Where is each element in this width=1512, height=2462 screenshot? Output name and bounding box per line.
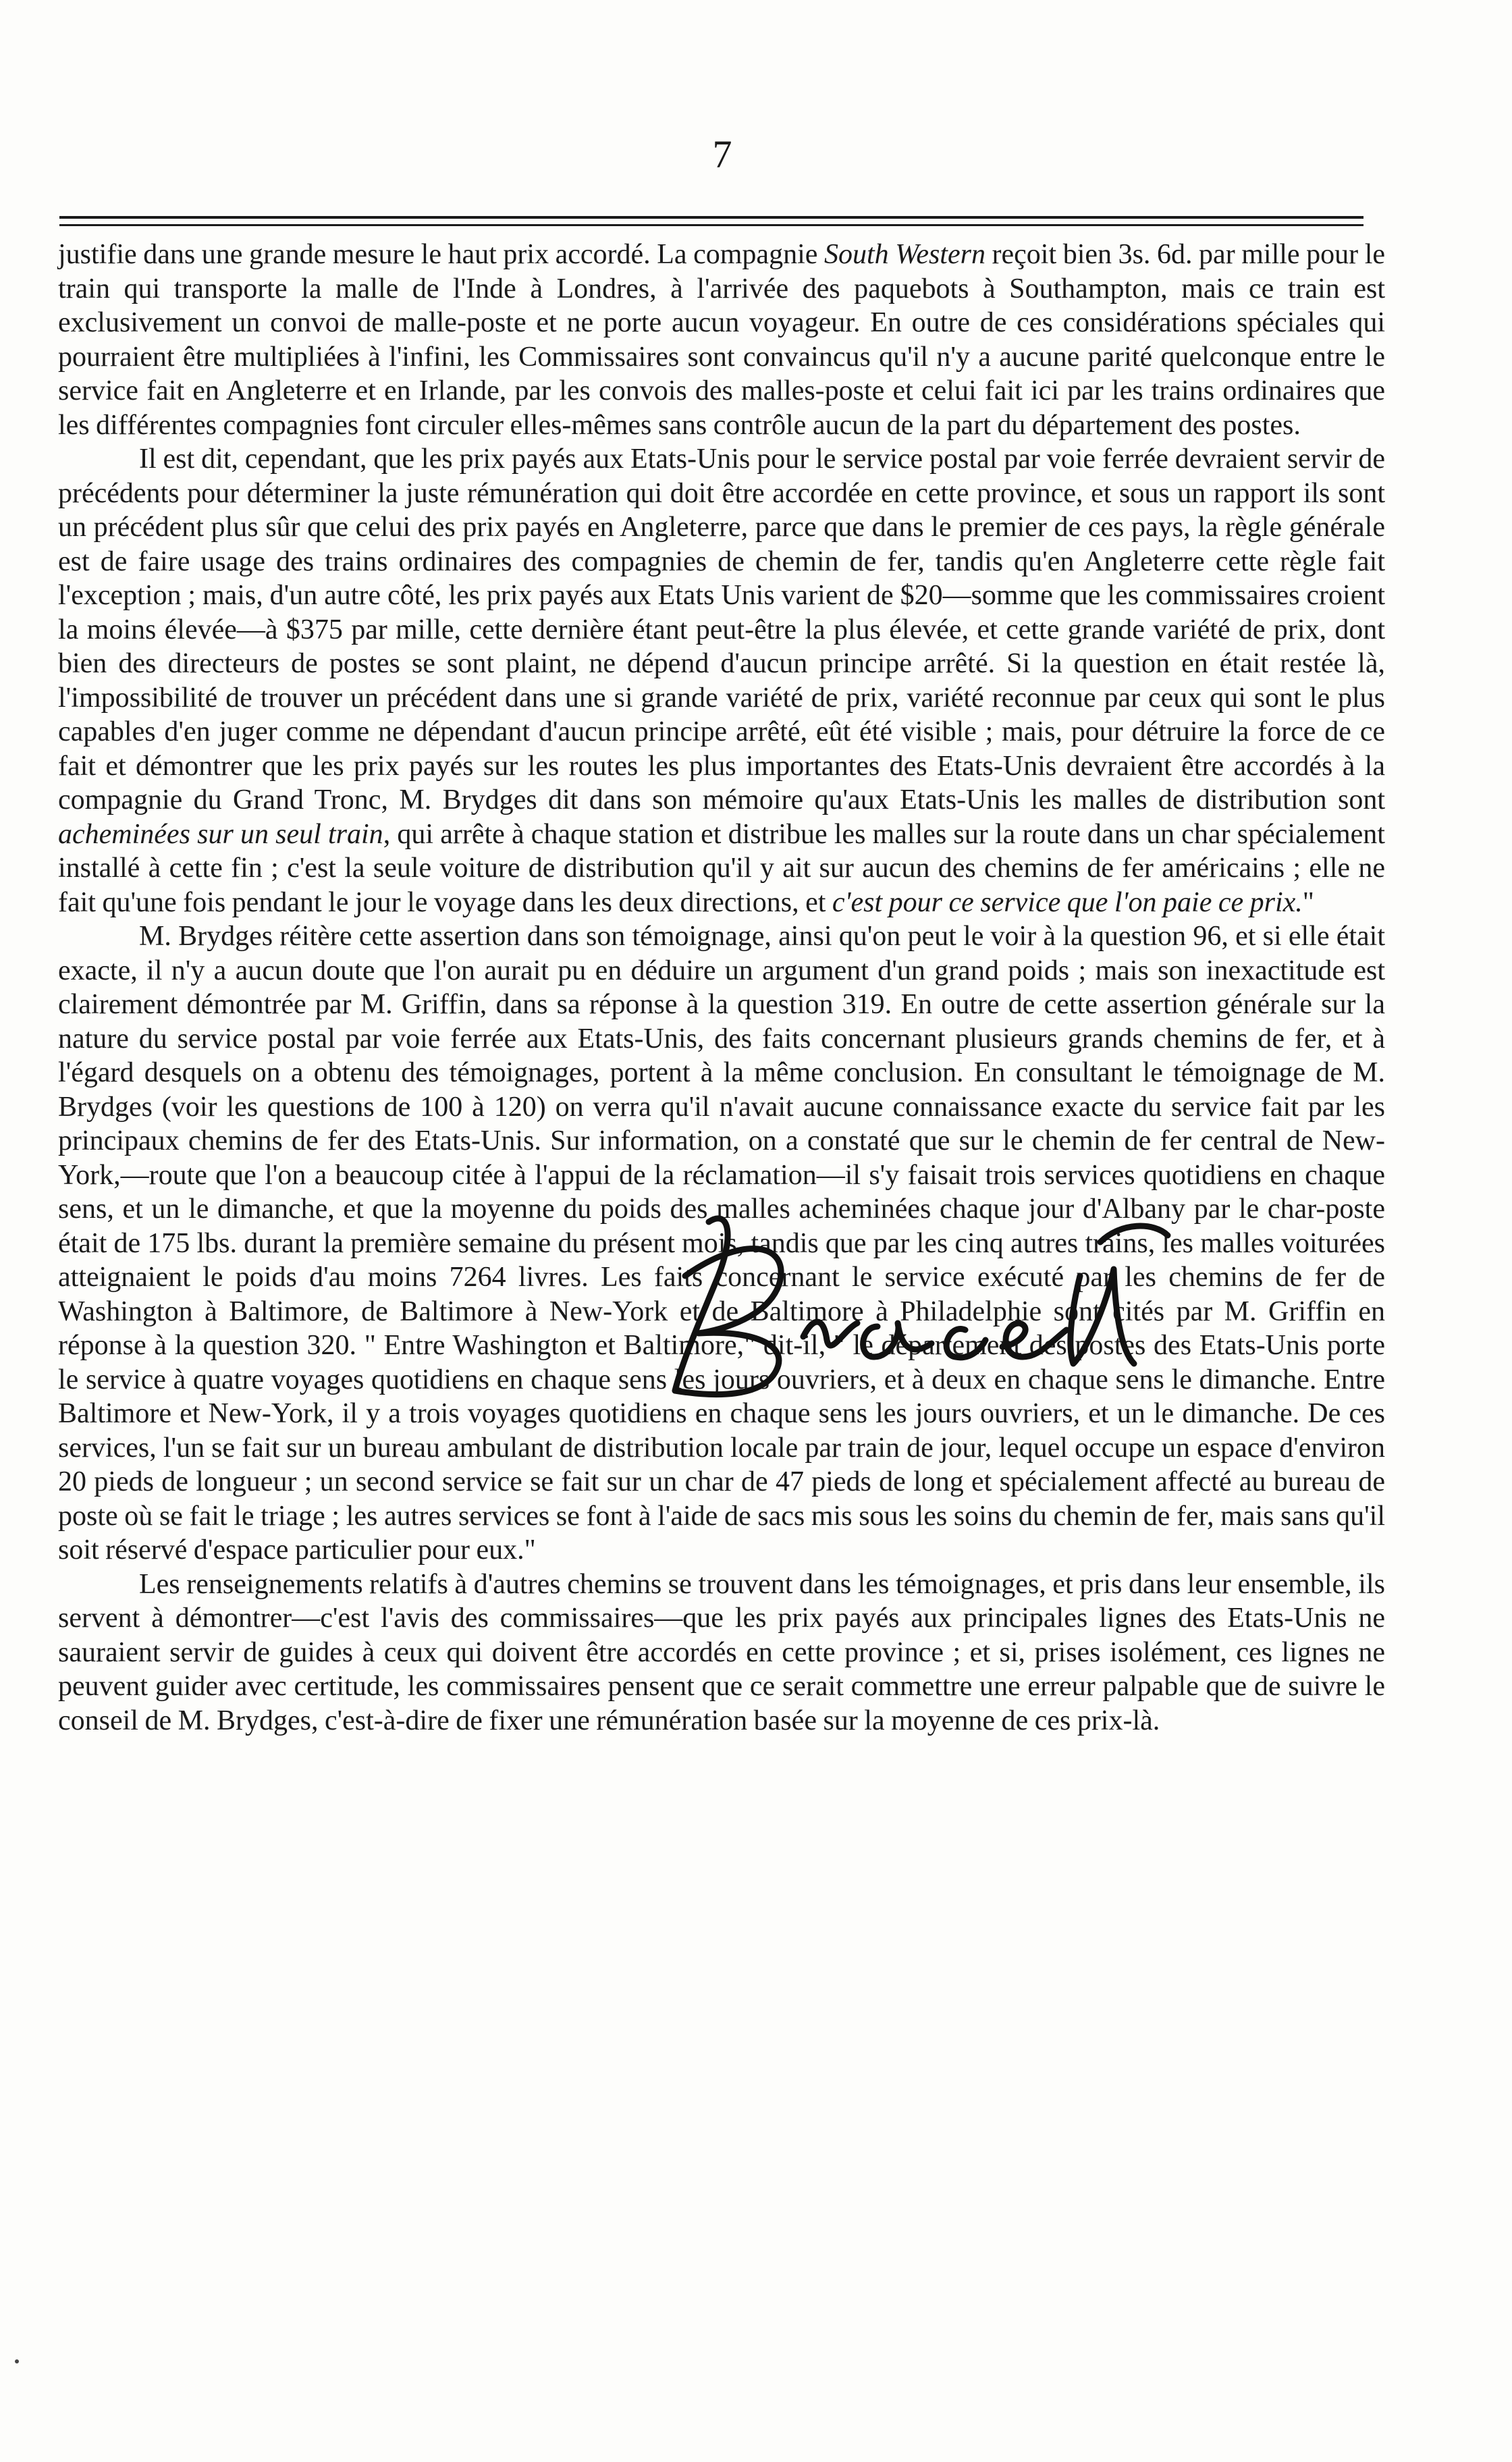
paragraph: [58, 238, 1385, 442]
page-number: 7: [712, 132, 732, 176]
text-run: Il est dit, cependant, que les prix payés aux Etats-Unis pour le service postal par voie ferrée devraient servir de précédents pour déterminer la juste rémunération qui doit être accordée en cette province, et sous un rapport ils sont un précédent plus sûr que celui des prix payés en Angleterre, parce que dans le premier de ces pays, la règle générale est de faire usage des trains ordinaires des compagnies de chemin de fer, tandis qu'en Angleterre cette règle fait l'exception ; mais, d'un autre côté, les prix payés aux Etats Unis varient de $20—somme que les commissaires croient la moins élevée—à $375 par mille, cette dernière étant peut-être la plus élevée, et cette grande variété de prix, dont bien des directeurs de postes se sont plaint, ne dépend d'aucun principe arrêté. Si la question en était restée là, l'impossibilité de trouver un précédent dans une si grande variété de prix, variété reconnue par ceux qui sont le plus capables d'en juger comme ne dépendant d'aucun principe arrêté, eût été visible ; mais, pour détruire la force de ce fait et démontrer que les prix payés sur les routes les plus importantes des Etats-Unis devraient être accordés à la compagnie du Grand Tronc, M. Brydges dit dans son mémoire qu'aux Etats-Unis les malles de distribution sont: [58, 444, 1385, 815]
text-run: justifie dans une grande mesure le haut prix accordé. La compagnie: [58, 239, 824, 270]
italic-text: South Western: [824, 239, 986, 270]
paragraph: [58, 442, 1385, 919]
text-run: M. Brydges réitère cette assertion dans son témoignage, ainsi qu'on peut le voir à la question 96, et si elle était exacte, il n'y a aucun doute que l'on aurait pu en déduire un argument d'un grand poids ; mais son inexactitude est clairement démontrée par M. Griffin, dans sa réponse à la question 319. En outre de cette assertion générale sur la nature du service postal par voie ferrée aux Etats-Unis, des faits concernant plusieurs grands chemins de fer, et à l'égard desquels on a obtenu des témoignages, portent à la même conclusion. En consultant le témoignage de M. Brydges (voir les questions de 100 à 120) on verra qu'il n'avait aucune connaissance exacte du service fait par les principaux chemins de fer des Etats-Unis. Sur information, on a constaté que sur le chemin de fer central de New-York,—route que l'on a beaucoup citée à l'appui de la réclamation—il s'y faisait trois services quotidiens en chaque sens, et un le dimanche, et que la moyenne du poids des malles acheminées chaque jour d'Albany par le char-poste était de 175 lbs. durant la première semaine du présent mois, tandis que par les cinq autres trains, les malles voiturées atteignaient le poids d'au moins 7264 livres. Les faits concernant le service exécuté par les chemins de fer de Washington à Baltimore, de Baltimore à New-York et de Baltimore à Philadelphie sont cités par M. Griffin en réponse à la question 320. " Entre Washington et Baltimore," dit-il, " le département des postes des Etats-Unis porte le service à quatre voyages quotidiens en chaque sens les jours ouvriers, et à deux en chaque sens le dimanche. Entre Baltimore et New-York, il y a trois voyages quotidiens en chaque sens les jours ouvriers, et un le dimanche. De ces services, l'un se fait sur un bureau ambulant de distribution locale par train de jour, lequel occupe un espace d'environ 20 pieds de longueur ; un second service se fait sur un char de 47 pieds de long et spécialement affecté au bureau de poste où se fait le triage ; les autres services se font à l'aide de sacs mis sous les soins du chemin de fer, mais sans qu'il soit réservé d'espace particulier pour eux.": [58, 921, 1385, 1565]
text-run: reçoit bien 3s. 6d. par mille pour le train qui transporte la malle de l'Inde à Londres, à l'arrivée des paquebots à Southampton, mais ce train est exclusivement un convoi de malle-poste et ne porte aucun voyageur. En outre de ces considérations spéciales qui pourraient être multipliées à l'infini, les Commissaires sont convaincus qu'il n'y a aucune parité quelconque entre le service fait en Angleterre et en Irlande, par les convois des malles-poste et celui fait ici par les trains ordinaires que les différentes compagnies font circuler elles-mêmes sans contrôle aucun de la part du département des postes.: [58, 239, 1385, 441]
text-run: ": [1302, 886, 1314, 918]
paragraph: [58, 1568, 1385, 1738]
header-rule-top: [59, 216, 1364, 219]
body-text: [58, 238, 1385, 1738]
header-rule-bottom: [59, 224, 1364, 226]
handwritten-signature: [634, 1195, 1188, 1411]
text-run: Les renseignements relatifs à d'autres chemins se trouvent dans les témoignages, et pris dans leur ensemble, ils servent à démontrer—c'est l'avis des commissaires—que les prix payés aux principales lignes des Etats-Unis ne sauraient servir de guides à ceux qui doivent être accordés en cette province ; et si, prises isolément, ces lignes ne peuvent guider avec certitude, les commissaires pensent que ce serait commettre une erreur palpable que de suivre le conseil de M. Brydges, c'est-à-dire de fixer une rémunération basée sur la moyenne de ces prix-là.: [58, 1568, 1385, 1736]
italic-text: acheminées sur un seul train: [58, 818, 383, 850]
margin-mark: [15, 2359, 19, 2363]
italic-text: c'est pour ce service que l'on paie ce prix.: [832, 886, 1303, 918]
text-run: , qui arrête à chaque station et distribue les malles sur la route dans un char spécialement installé à cette fin ; c'est la seule voiture de distribution qu'il y ait sur aucun des chemins de fer américains ; elle ne fait qu'une fois pendant le jour le voyage dans les deux directions, et: [58, 818, 1385, 918]
